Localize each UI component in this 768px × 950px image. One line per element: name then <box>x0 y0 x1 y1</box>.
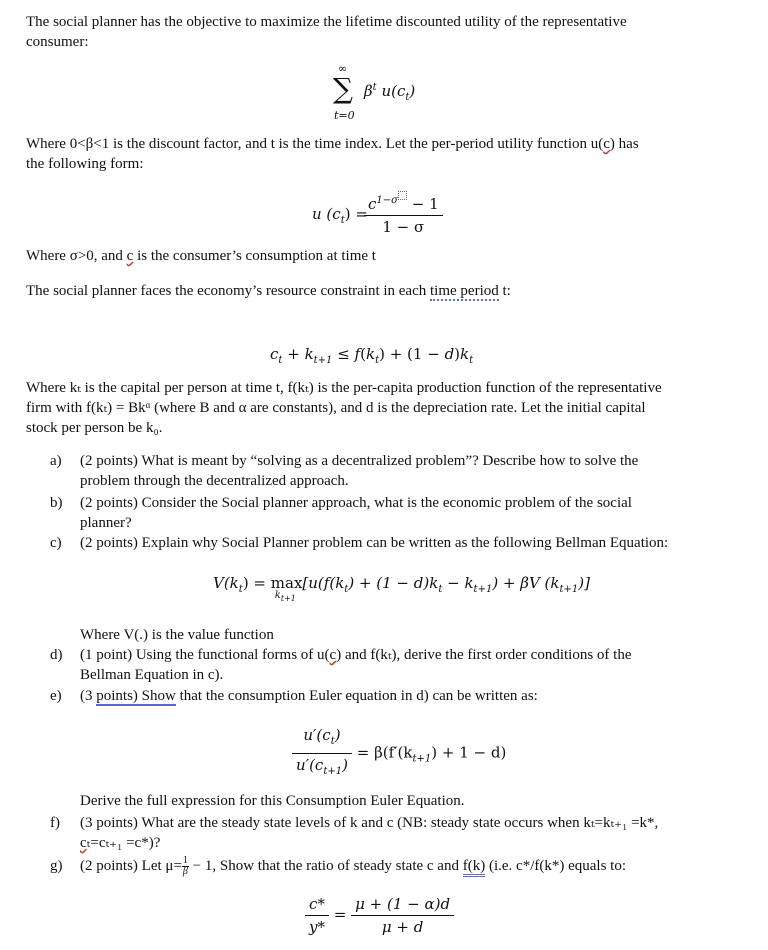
utility-denominator: 1 − σ <box>382 218 425 236</box>
utility-numerator: $c^{1-\sigma} - 1$ <box>364 190 443 216</box>
sum-upper-limit: ∞ <box>338 62 348 75</box>
document-page: The social planner has the objective to maximize the lifetime discounted utility of the representative consumer: ∞ ∑ $\beta^t$ $u(c_t)$ t=0 Where 0<β<1 is the discount factor, and t is the time index. Let the per-period utility function u(c) has the following form: u $(c_t)$ = $\frac{c^{1-\sigma} - 1}{1 - \sigma}$ Where σ>0, and c is the consumer’s consumption at time t The social planner faces the economy’s resource constraint in each time period t: $c_t + k_{t+1} \le f(k_t) + (1 - d)k_t$ Where kₜ is the capital per person at time t, f(kₜ) is the per-capita production function of the representative firm with f(kₜ) = Bkᵅ (where B and α are constants), and d is the depreciation rate. Let the initial capital stock per person be k₀. a) (2 points) What is meant by “solving as a decentralized problem”? Describe how to solve the problem through the decentralized approach. b) (2 points) Consider the Social planner approach, what is the economic problem of the social planner? c) (2 points) Explain why Social Planner problem can be written as the following Bellman Equation: $V(k_t) = \max$ $k_{t+1}$ [$u(f(k_t) + (1 - d)k_t - k_{t+1}) + \beta V$ $(k_{t+1})$] Where V(.) is the value function d) (1 point) Using the functional forms of u(c) and f(kₜ), derive the first order conditions of the Bellman Equation in c). e) (3 points) Show that the consumption Euler equation in d) can be written as: $\frac{u'(c_t)}{u'(c_{t+1})}$ = $\beta(f'(k_{t+1}) + 1 - d)$ Derive the full expression for this Consumption Euler Equation. f) (3 points) What are the steady state levels of k and c (NB: steady state occurs when kₜ=kₜ₊₁ =k*, cₜ=cₜ₊₁ =c*)? g) (2 points) Let μ= $\frac{1}{\beta}$ − 1, Show that the ratio of steady state c and f(k) (i.e. c*/f(k*) equals to: $\frac{c*}{y*}$ = $\frac{\mu + (1 - \alpha)d}{\mu + d}$ <box>0 0 768 950</box>
double-underline-fk: f(k) <box>463 858 486 877</box>
sum-symbol: ∑ <box>333 72 353 105</box>
where-discount-line-1: Where 0<β<1 is the discount factor, and t is the time index. Let the per-period utility function u(c) has <box>26 136 639 152</box>
objective-u-sub: t <box>405 92 410 103</box>
utility-fraction <box>364 190 443 238</box>
placeholder-box <box>398 191 407 200</box>
objective-u: u(c <box>376 82 406 100</box>
wavy-c-2: c <box>126 248 134 264</box>
objective-body <box>364 82 415 103</box>
where-capital-line-3: stock per person be k₀. <box>26 420 163 436</box>
objective-beta: β <box>364 82 373 100</box>
where-capital-line-1: Where kₜ is the capital per person at time t, f(kₜ) is the per-capita production function of the representative <box>26 380 662 396</box>
euler-equation: $\frac{u'(c_t)}{u'(c_{t+1})}$ = $\beta(f'(k_{t+1}) + 1 - d)$ <box>292 724 506 783</box>
where-capital-line-2: firm with f(kₜ) = Bkᵅ (where B and α are constants), and d is the depreciation rate. Let the initial capital <box>26 400 646 416</box>
underlined-points-show: points) Show <box>96 688 176 704</box>
where-discount-line-2: the following form: <box>26 156 144 172</box>
sum-lower-limit: t=0 <box>334 109 355 122</box>
dotted-underline-text: time period <box>430 283 499 299</box>
derive-euler-line: Derive the full expression for this Consumption Euler Equation. <box>80 793 465 809</box>
wavy-c-3: c <box>329 647 337 663</box>
objective-beta-exp: t <box>372 82 377 93</box>
where-sigma-line: Where σ>0, and c is the consumer’s consumption at time t <box>26 248 376 264</box>
objective-close: ) <box>409 82 416 100</box>
resource-constraint-equation: $c_t + k_{t+1} \le f(k_t) + (1 - d)k_t$ <box>270 345 474 366</box>
steady-state-ratio: $\frac{c*}{y*}$ = $\frac{\mu + (1 - \alpha)d}{\mu + d}$ <box>305 893 454 938</box>
constraint-intro: The social planner faces the economy’s resource constraint in each time period t: <box>26 283 511 299</box>
value-function-note: Where V(.) is the value function <box>80 627 274 643</box>
wavy-c-4: c <box>80 835 87 851</box>
intro-line-2: consumer: <box>26 34 89 50</box>
intro-line-1: The social planner has the objective to maximize the lifetime discounted utility of the representative <box>26 14 627 30</box>
utility-lhs: u $(c_t)$ = <box>312 205 368 226</box>
bellman-equation: $V(k_t) = \max$ $k_{t+1}$ [$u(f(k_t) + (1 - d)k_t - k_{t+1}) + \beta V$ $(k_{t+1})$] <box>213 574 590 603</box>
wavy-c: c <box>603 136 610 152</box>
